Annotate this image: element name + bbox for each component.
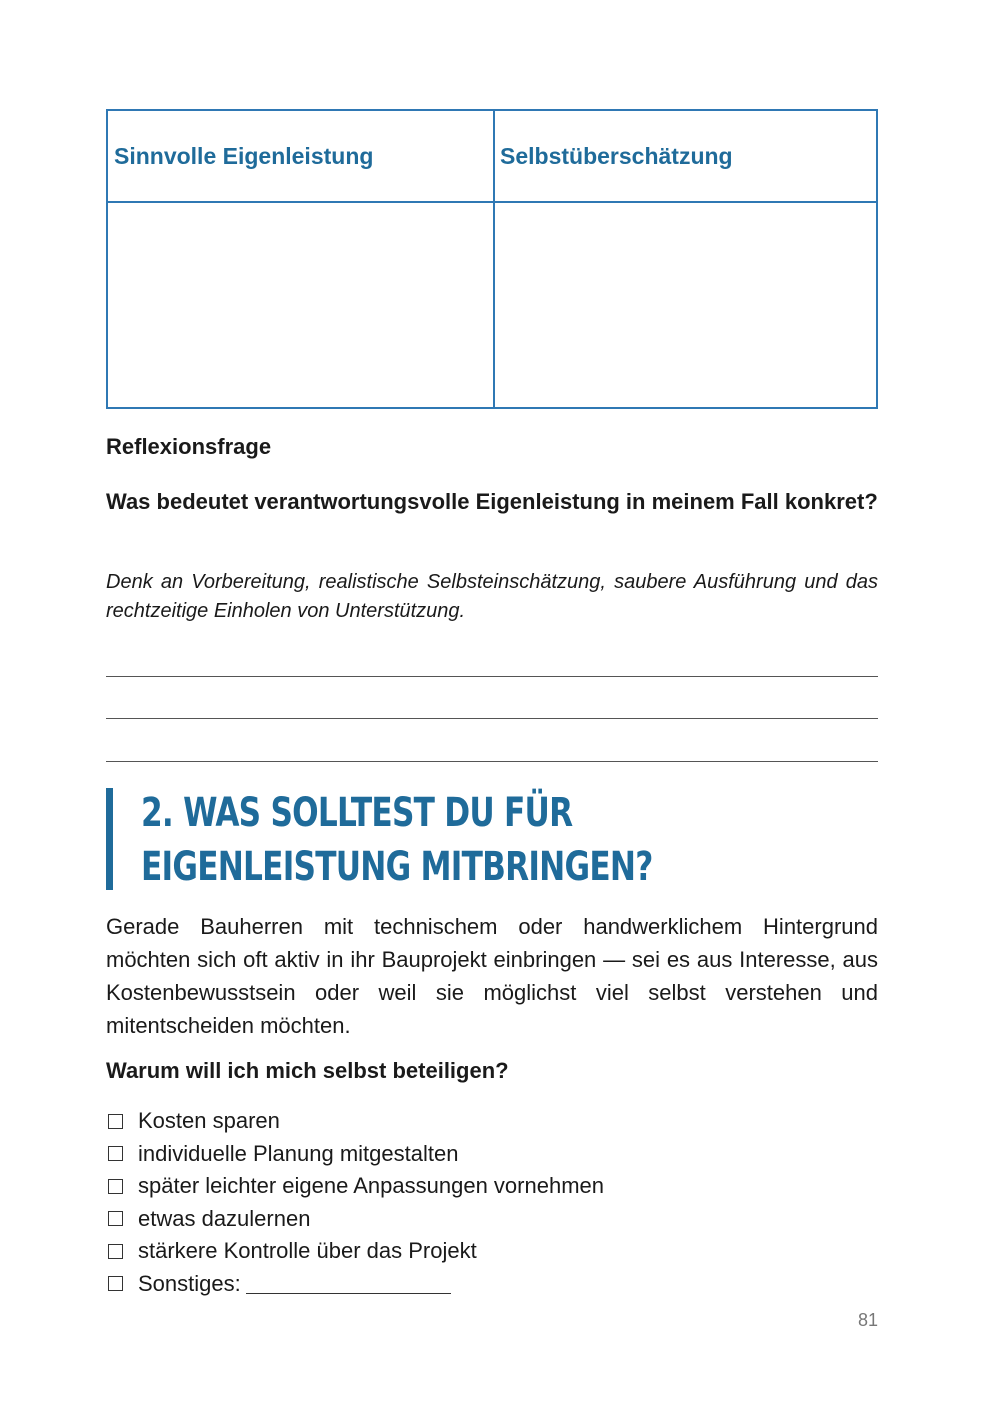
table-divider-horizontal (108, 201, 876, 203)
table-header-selbstueberschaetzung: Selbstüberschätzung (500, 142, 733, 169)
why-heading: Warum will ich mich selbst beteiligen? (106, 1058, 509, 1083)
section-body: Gerade Bauherren mit technischem oder handwerklichem Hintergrund möchten sich oft aktiv in ihr Bauprojekt einbringen — sei es aus Interesse, aus Kostenbewusstsein oder weil sie möglichst viel selbst verstehen und mitentscheiden möchten. (106, 914, 878, 1038)
checkbox-icon[interactable] (108, 1211, 123, 1226)
page-number: 81 (857, 1310, 878, 1330)
checkbox-icon[interactable] (108, 1179, 123, 1194)
checkbox-icon[interactable] (108, 1114, 123, 1129)
motivation-checklist (106, 1105, 604, 1300)
writing-line[interactable] (106, 676, 878, 677)
checklist-item[interactable]: Kosten sparen (106, 1105, 604, 1138)
other-fill-line[interactable] (246, 1273, 451, 1294)
checkbox-icon[interactable] (108, 1244, 123, 1259)
checklist-item-other[interactable]: Sonstiges: (106, 1268, 604, 1301)
checklist-item[interactable]: stärkere Kontrolle über das Projekt (106, 1235, 604, 1268)
comparison-table (106, 109, 878, 409)
reflection-question: Was bedeutet verantwortungsvolle Eigenleistung in meinem Fall konkret? (106, 489, 878, 514)
checklist-item[interactable]: später leichter eigene Anpassungen vornehmen (106, 1170, 604, 1203)
checklist-item[interactable]: individuelle Planung mitgestalten (106, 1138, 604, 1171)
checkbox-icon[interactable] (108, 1146, 123, 1161)
section-accent-bar (106, 788, 113, 890)
checklist-item[interactable]: etwas dazulernen (106, 1203, 604, 1236)
reflection-heading: Reflexionsfrage (106, 434, 272, 459)
page (106, 0, 878, 1404)
table-header-sinnvolle-eigenleistung: Sinnvolle Eigenleistung (114, 142, 374, 169)
reflection-hint: Denk an Vorbereitung, realistische Selbsteinschätzung, saubere Ausführung und das rechtzeitige Einholen von Unterstützung. (106, 571, 878, 622)
writing-line[interactable] (106, 718, 878, 719)
section-title: 2. WAS SOLLTEST DU FÜR EIGENLEISTUNG MITBRINGEN? (141, 790, 653, 890)
checkbox-icon[interactable] (108, 1276, 123, 1291)
writing-line[interactable] (106, 761, 878, 762)
table-divider-vertical (493, 111, 495, 407)
